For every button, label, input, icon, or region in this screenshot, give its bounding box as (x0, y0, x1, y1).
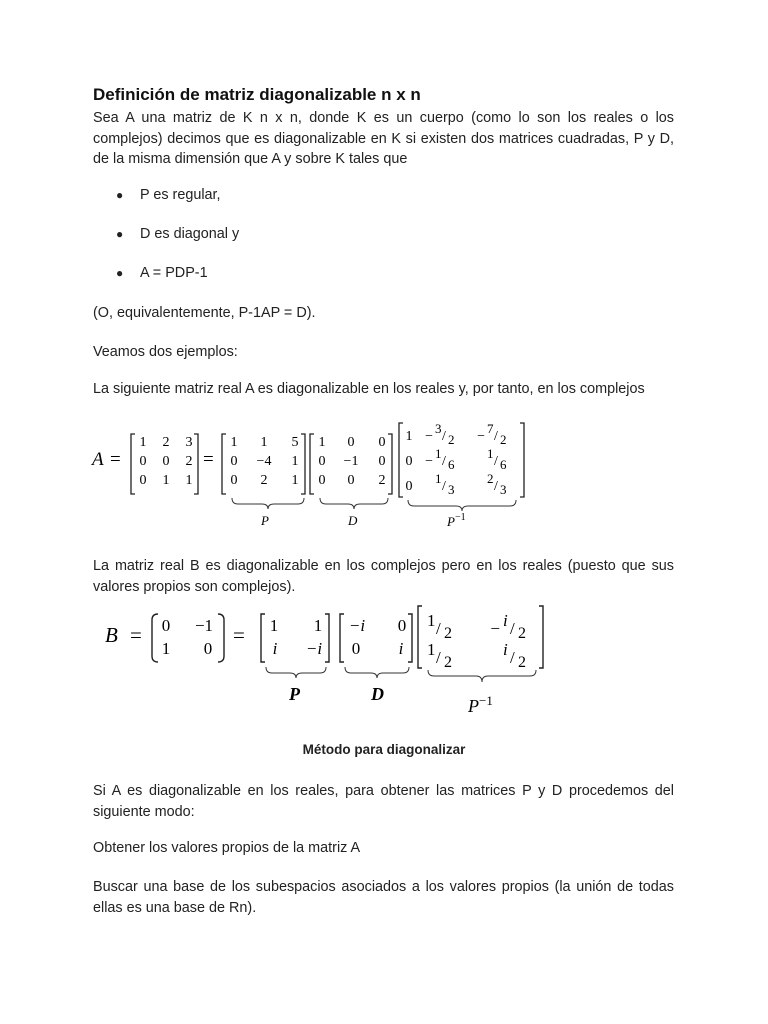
matrix-entry: 0 (405, 479, 413, 494)
condition-text: D es diagonal y (140, 226, 240, 242)
matrix-entry: 0 (230, 454, 238, 469)
condition-item (116, 187, 221, 203)
svg-text:/: / (510, 648, 515, 667)
matrix-entry: 0 (347, 473, 355, 488)
matrix-entry: −i (305, 639, 323, 658)
method-step-1: Obtener los valores propios de la matriz A (93, 840, 361, 856)
eq1-lhs: A (92, 449, 104, 470)
svg-text:−: − (477, 429, 485, 444)
matrix-entry: 0 (397, 616, 407, 635)
matrix-entry: 1 (185, 473, 193, 488)
svg-text:2: 2 (444, 625, 452, 642)
underbrace-P (232, 498, 304, 509)
matrix-entry: 2 (260, 473, 268, 488)
svg-text:/: / (494, 429, 498, 444)
bullet-icon: ● (116, 188, 124, 202)
underbrace-P-inverse (408, 500, 516, 511)
svg-text:2: 2 (500, 432, 507, 447)
matrix-entry: 0 (230, 473, 238, 488)
svg-text:/: / (510, 619, 515, 638)
matrix-entry: 1 (291, 454, 299, 469)
matrix-entry: 0 (405, 454, 413, 469)
svg-text:/: / (442, 479, 446, 494)
label-D: D (348, 513, 358, 528)
fraction-entry (435, 471, 455, 497)
examples-intro: Veamos dos ejemplos: (93, 344, 238, 360)
svg-text:1: 1 (487, 446, 494, 461)
matrix-equation-2 (100, 600, 550, 718)
condition-text: A = PDP-1 (140, 265, 208, 281)
svg-text:/: / (442, 429, 446, 444)
matrix-entry: 1 (230, 435, 238, 450)
condition-item (116, 265, 208, 281)
matrix-entry: −i (348, 616, 366, 635)
matrix-entry: −1 (194, 616, 214, 635)
matrix-entry: 0 (162, 454, 170, 469)
svg-text:2: 2 (487, 471, 494, 486)
svg-text:1: 1 (427, 640, 436, 659)
fraction-entry (425, 421, 454, 447)
matrix-equation-1 (90, 418, 540, 530)
matrix-entry: 5 (291, 435, 299, 450)
eq2-equals: = (233, 623, 245, 647)
page-title: Definición de matriz diagonalizable n x n (93, 85, 421, 104)
equivalent-paragraph: (O, equivalentemente, P-1AP = D). (93, 305, 316, 321)
fraction-entry (503, 640, 526, 671)
matrix-entry: 2 (185, 454, 193, 469)
matrix-entry: 1 (318, 435, 326, 450)
label-P-inverse: $P^{-1}$ (447, 512, 466, 529)
svg-text:1: 1 (435, 446, 442, 461)
fraction-entry (427, 611, 452, 642)
svg-text:6: 6 (500, 457, 507, 472)
matrix-entry: 1 (139, 435, 147, 450)
matrix-entry: 1 (291, 473, 299, 488)
matrix-entry: i (398, 639, 404, 658)
svg-text:2: 2 (448, 432, 455, 447)
svg-text:3: 3 (448, 482, 455, 497)
bullet-icon: ● (116, 266, 124, 280)
eq1-equals: = (110, 449, 121, 470)
svg-text:6: 6 (448, 457, 455, 472)
matrix-P-inverse (399, 421, 524, 497)
fraction-entry (490, 611, 526, 642)
matrix-entry: i (272, 639, 278, 658)
matrix-entry: 2 (378, 473, 386, 488)
eq2-equals: = (130, 623, 142, 647)
underbrace-P-inverse (428, 670, 536, 682)
svg-text:/: / (494, 454, 498, 469)
matrix-entry: 0 (203, 639, 213, 658)
label-D: D (371, 684, 384, 704)
matrix-entry: 1 (162, 473, 170, 488)
label-P: P (289, 684, 300, 704)
intro-paragraph: Sea A una matriz de K n x n, donde K es un cuerpo (como lo son los reales o los complejos) decimos que es diagonalizable en K si existen dos matrices cuadradas, P y D, de la misma dimensión que A y sobre K tales que (93, 110, 674, 167)
matrix-entry: 2 (162, 435, 170, 450)
matrix-entry: 0 (378, 454, 386, 469)
matrix-P (261, 614, 329, 662)
matrix-entry: 0 (318, 473, 326, 488)
matrix-entry: 0 (351, 639, 361, 658)
condition-item (116, 226, 239, 242)
matrix-entry: 1 (161, 639, 171, 658)
svg-text:1: 1 (427, 611, 436, 630)
underbrace-P (266, 667, 326, 678)
matrix-entry: 1 (405, 429, 413, 444)
fraction-entry (427, 640, 452, 671)
svg-text:3: 3 (500, 482, 507, 497)
svg-text:/: / (436, 648, 441, 667)
fraction-entry (487, 471, 507, 497)
matrix-entry: 0 (161, 616, 171, 635)
underbrace-D (320, 498, 388, 509)
svg-text:−: − (425, 429, 433, 444)
matrix-entry: −4 (256, 454, 272, 469)
svg-text:2: 2 (444, 654, 452, 671)
svg-text:/: / (494, 479, 498, 494)
method-step-2: Buscar una base de los subespacios asociados a los valores propios (la unión de todas ellas es una base de Rn). (93, 879, 674, 916)
matrix-entry: 3 (185, 435, 193, 450)
svg-text:1: 1 (435, 471, 442, 486)
label-P: P (261, 513, 269, 528)
method-intro: Si A es diagonalizable en los reales, para obtener las matrices P y D procedemos del siguiente modo: (93, 783, 674, 820)
label-P-inverse: $P^{-1}$ (468, 693, 493, 716)
svg-text:3: 3 (435, 421, 442, 436)
underbrace-D (345, 667, 409, 678)
matrix-entry: 1 (313, 616, 323, 635)
svg-text:/: / (442, 454, 446, 469)
svg-text:2: 2 (518, 625, 526, 642)
svg-text:i: i (503, 640, 508, 659)
eq2-lhs: B (105, 623, 118, 647)
matrix-A (131, 434, 198, 494)
condition-text: P es regular, (140, 187, 221, 203)
bullet-icon: ● (116, 227, 124, 241)
matrix-entry: 0 (139, 473, 147, 488)
fraction-entry (425, 446, 455, 472)
method-heading: Método para diagonalizar (302, 742, 466, 757)
matrix-B (152, 614, 224, 662)
matrix-entry: 0 (378, 435, 386, 450)
matrix-entry: 1 (269, 616, 279, 635)
eq1-equals: = (203, 449, 214, 470)
matrix-P-inverse (418, 606, 543, 671)
matrix-entry: 0 (318, 454, 326, 469)
matrix-P (222, 434, 305, 494)
svg-text:7: 7 (487, 421, 494, 436)
matrix-entry: 1 (260, 435, 268, 450)
matrix-D (310, 434, 392, 494)
svg-text:i: i (503, 611, 508, 630)
example1-paragraph: La siguiente matriz real A es diagonalizable en los reales y, por tanto, en los complejos (93, 381, 645, 397)
matrix-D (340, 614, 412, 662)
matrix-entry: 0 (347, 435, 355, 450)
svg-text:2: 2 (518, 654, 526, 671)
svg-text:−: − (490, 619, 500, 638)
matrix-entry: −1 (343, 454, 359, 469)
example2-paragraph: La matriz real B es diagonalizable en los complejos pero en los reales (puesto que sus valores propios son complejos). (93, 558, 674, 595)
svg-text:−: − (425, 454, 433, 469)
matrix-entry: 0 (139, 454, 147, 469)
fraction-entry (477, 421, 506, 447)
fraction-entry (487, 446, 507, 472)
svg-text:/: / (436, 619, 441, 638)
